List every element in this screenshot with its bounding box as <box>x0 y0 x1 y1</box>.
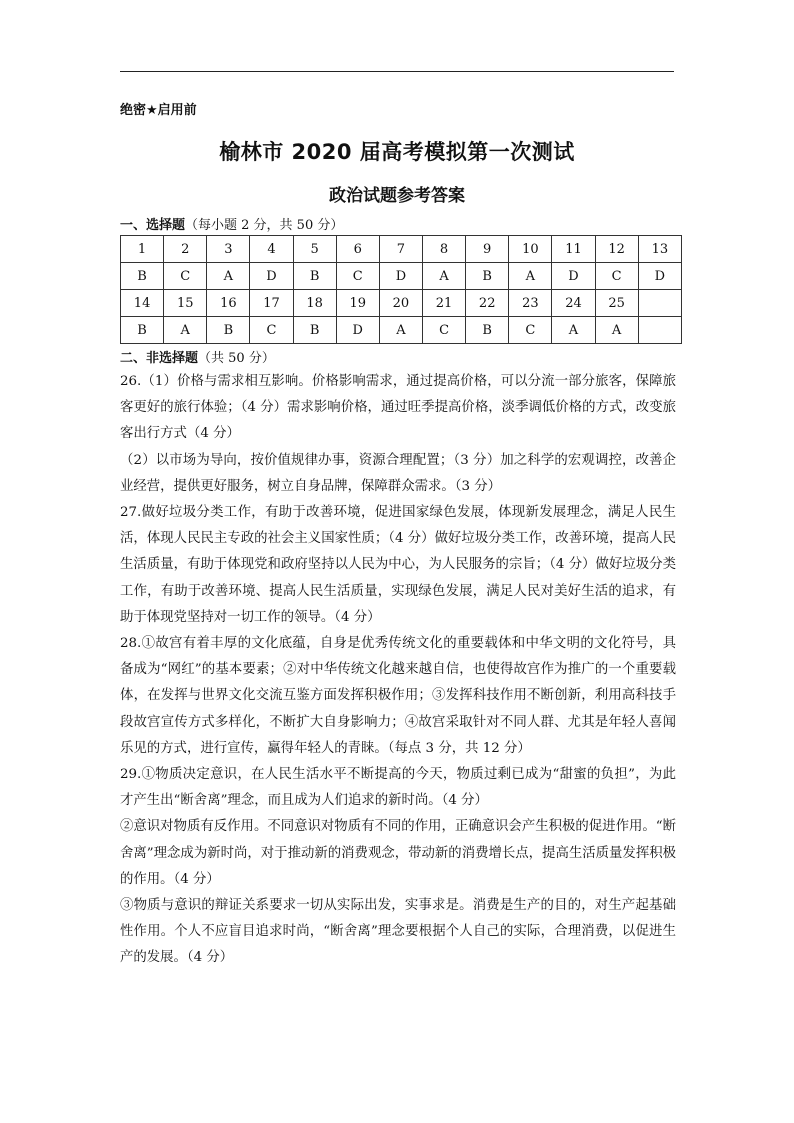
answer-cell <box>638 317 681 344</box>
answer-cell: D <box>336 317 379 344</box>
question-number-cell: 8 <box>422 236 465 263</box>
question-number-cell: 3 <box>207 236 250 263</box>
answer-28: 28.①故宫有着丰厚的文化底蕴，自身是优秀传统文化的重要载体和中华文明的文化符号，具备成为“网红”的基本要素；②对中华传统文化越来越自信，也使得故宫作为推广的一个重要载体，在发挥与世界文化交流互鉴方面发挥积极作用；③发挥科技作用不断创新，利用高科技手段故宫宣传方式多样化，不断扩大自身影响力；④故宫采取针对不同人群、尤其是年轻人喜闻乐见的方式，进行宣传，赢得年轻人的青睐。（每点 3 分，共 12 分） <box>120 636 676 756</box>
question-number-cell: 15 <box>164 290 207 317</box>
page-title: 榆林市 2020 届高考模拟第一次测试 <box>219 140 575 164</box>
section-choice-name: 一、选择题 <box>120 218 186 233</box>
question-number-cell: 13 <box>638 236 681 263</box>
answer-cell: A <box>552 317 595 344</box>
answer-26-2: （2）以市场为导向，按价值规律办事，资源合理配置；（3 分）加之科学的宏观调控，改善企业经营，提供更好服务，树立自身品牌，保障群众需求。（3 分） <box>120 452 676 494</box>
answer-cell: B <box>293 263 336 290</box>
answer-table <box>120 235 682 344</box>
question-number-cell: 17 <box>250 290 293 317</box>
answer-row <box>121 317 682 344</box>
question-number-row <box>121 236 682 263</box>
question-number-cell: 9 <box>466 236 509 263</box>
answer-cell: B <box>466 263 509 290</box>
question-number-cell: 4 <box>250 236 293 263</box>
section-choice-note: （每小题 2 分，共 50 分） <box>185 218 344 233</box>
answer-29-2: ②意识对物质有反作用。不同意识对物质有不同的作用，正确意识会产生积极的促进作用。“断舍离”理念成为新时尚，对于推动新的消费观念，带动新的消费增长点，提高生活质量发挥积极的作用。（4 分） <box>120 819 676 887</box>
answer-cell: B <box>121 263 164 290</box>
question-number-cell: 11 <box>552 236 595 263</box>
question-number-cell: 16 <box>207 290 250 317</box>
answer-cell: B <box>121 317 164 344</box>
answer-cell: C <box>509 317 552 344</box>
answer-cell: B <box>207 317 250 344</box>
answer-cell: B <box>466 317 509 344</box>
question-number-cell: 21 <box>422 290 465 317</box>
question-number-cell: 19 <box>336 290 379 317</box>
answer-cell: A <box>164 317 207 344</box>
answer-cell: A <box>379 317 422 344</box>
section-open-heading <box>120 347 275 366</box>
answer-cell: C <box>164 263 207 290</box>
question-number-cell: 2 <box>164 236 207 263</box>
question-number-cell: 1 <box>121 236 164 263</box>
answer-cell: C <box>336 263 379 290</box>
answer-29-1: 29.①物质决定意识，在人民生活水平不断提高的今天，物质过剩已成为“甜蜜的负担”，为此才产生出“断舍离”理念，而且成为人们追求的新时尚。（4 分） <box>120 767 676 809</box>
page-subtitle: 政治试题参考答案 <box>329 186 465 206</box>
answer-body <box>120 369 676 972</box>
question-number-row <box>121 290 682 317</box>
question-number-cell: 12 <box>595 236 638 263</box>
question-number-cell: 14 <box>121 290 164 317</box>
question-number-cell: 5 <box>293 236 336 263</box>
answer-27: 27.做好垃圾分类工作，有助于改善环境，促进国家绿色发展，体现新发展理念，满足人民生活，体现人民民主专政的社会主义国家性质；（4 分）做好垃圾分类工作，改善环境，提高人民生活质量，有助于体现党和政府坚持以人民为中心，为人民服务的宗旨；（4 分）做好垃圾分类工作，有助于改善环境、提高人民生活质量，实现绿色发展，满足人民对美好生活的追求，有助于体现党坚持对一切工作的领导。（4 分） <box>120 505 676 625</box>
answer-cell: A <box>422 263 465 290</box>
question-number-cell: 10 <box>509 236 552 263</box>
answer-row <box>121 263 682 290</box>
question-number-cell: 22 <box>466 290 509 317</box>
answer-cell: C <box>250 317 293 344</box>
answer-26-1: 26.（1）价格与需求相互影响。价格影响需求，通过提高价格，可以分流一部分旅客，保障旅客更好的旅行体验；（4 分）需求影响价格，通过旺季提高价格，淡季调低价格的方式，改变旅客出行方式（4 分） <box>120 374 676 442</box>
answer-cell: A <box>595 317 638 344</box>
section-open-note: （共 50 分） <box>198 351 275 366</box>
answer-cell: A <box>207 263 250 290</box>
secret-label: 绝密★启用前 <box>120 103 197 118</box>
answer-cell: C <box>595 263 638 290</box>
answer-cell: A <box>509 263 552 290</box>
answer-cell: D <box>638 263 681 290</box>
header-rule <box>120 71 674 72</box>
question-number-cell <box>638 290 681 317</box>
answer-cell: B <box>293 317 336 344</box>
section-open-name: 二、非选择题 <box>120 351 199 366</box>
question-number-cell: 7 <box>379 236 422 263</box>
question-number-cell: 24 <box>552 290 595 317</box>
question-number-cell: 20 <box>379 290 422 317</box>
answer-cell: D <box>552 263 595 290</box>
section-choice-heading <box>120 214 343 233</box>
question-number-cell: 25 <box>595 290 638 317</box>
answer-29-3: ③物质与意识的辩证关系要求一切从实际出发，实事求是。消费是生产的目的，对生产起基础性作用。个人不应盲目追求时尚，“断舍离”理念要根据个人自己的实际，合理消费，以促进生产的发展。（4 分） <box>120 898 676 966</box>
question-number-cell: 18 <box>293 290 336 317</box>
question-number-cell: 6 <box>336 236 379 263</box>
answer-cell: D <box>250 263 293 290</box>
answer-cell: D <box>379 263 422 290</box>
answer-cell: C <box>422 317 465 344</box>
question-number-cell: 23 <box>509 290 552 317</box>
